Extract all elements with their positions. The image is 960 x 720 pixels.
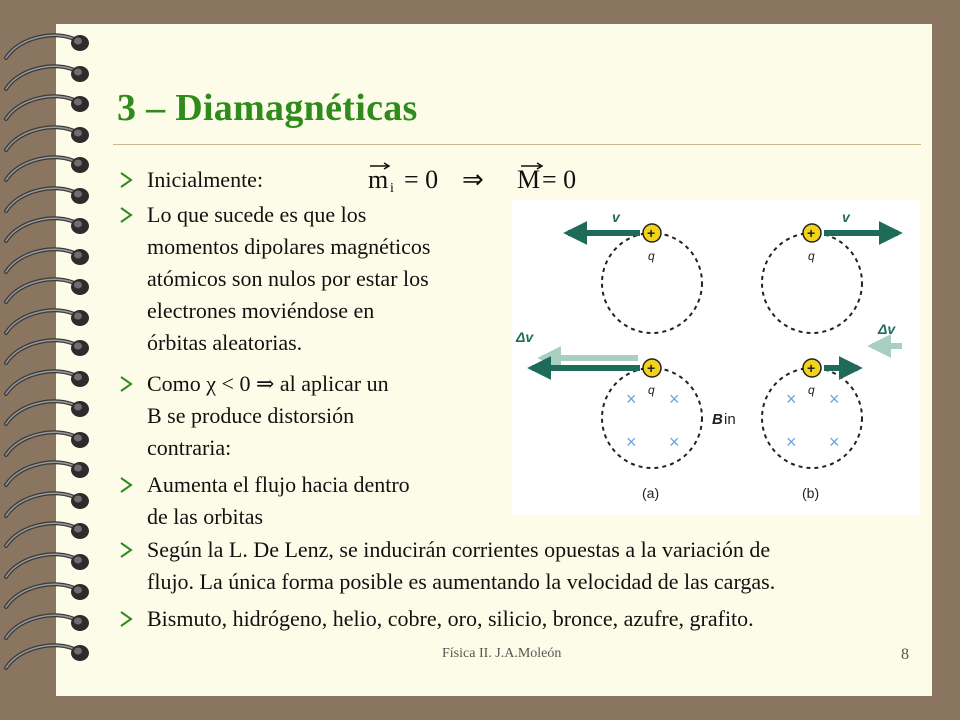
formula-eq1: = 0 <box>404 165 439 194</box>
field-cross-icon: × <box>626 389 637 409</box>
charge-label: q <box>808 249 815 263</box>
velocity-label: v <box>842 209 850 225</box>
panel-a-label: (a) <box>642 485 660 501</box>
formula-lhs-sub: i <box>390 181 394 196</box>
bullet-line: flujo. La única forma posible es aumentando la velocidad de las cargas. <box>147 569 776 594</box>
charge-label: q <box>648 383 655 397</box>
field-cross-icon: × <box>626 432 637 452</box>
diamagnetism-figure <box>512 200 920 515</box>
delta-velocity-label: Δv <box>516 329 534 345</box>
arrow-bullet-icon <box>117 469 135 501</box>
title-underline <box>113 144 921 145</box>
bullet-line: electrones moviéndose en <box>147 298 375 323</box>
bullet-line: Lo que sucede es que los <box>147 202 367 227</box>
page-number: 8 <box>901 646 909 663</box>
charge-sign: + <box>647 360 656 376</box>
slide-title: 3 – Diamagnéticas <box>117 87 418 129</box>
field-label: B <box>712 411 723 428</box>
formula-eq2: = 0 <box>542 165 577 194</box>
charge-label: q <box>648 249 655 263</box>
field-cross-icon: × <box>786 389 797 409</box>
field-cross-icon: × <box>669 432 680 452</box>
spiral-ring-icon <box>0 638 100 678</box>
bullet-line: Según la L. De Lenz, se inducirán corrientes opuestas a la variación de <box>147 537 771 562</box>
velocity-label: v <box>612 209 620 225</box>
charge-sign: + <box>807 360 816 376</box>
field-label-rest: in <box>724 411 736 428</box>
bullet-line: Como χ < 0 ⇒ al aplicar un <box>147 371 389 396</box>
bullet-line: Aumenta el flujo hacia dentro <box>147 472 410 497</box>
bullet-line: momentos dipolares magnéticos <box>147 234 431 259</box>
bullet-line: de las orbitas <box>147 504 264 529</box>
field-cross-icon: × <box>829 389 840 409</box>
bullet-como <box>147 368 389 464</box>
bullet-lenz <box>147 534 775 598</box>
charge-sign: + <box>807 225 816 241</box>
formula-implies: ⇒ <box>462 165 484 194</box>
bullet-line: órbitas aleatorias. <box>147 330 303 355</box>
bullet-inicialmente <box>147 164 263 196</box>
bullet-text: Bismuto, hidrógeno, helio, cobre, oro, silicio, bronce, azufre, grafito. <box>147 606 754 631</box>
arrow-bullet-icon <box>117 164 135 196</box>
field-cross-icon: × <box>669 389 680 409</box>
bullet-line: atómicos son nulos por estar los <box>147 266 429 291</box>
bullet-momentos <box>147 199 431 359</box>
slide-footer: Física II. J.A.Moleón <box>442 646 562 661</box>
field-cross-icon: × <box>829 432 840 452</box>
bullet-text: Inicialmente: <box>147 167 264 192</box>
magnetization-formula <box>364 158 604 198</box>
arrow-bullet-icon <box>117 603 135 635</box>
panel-b-label: (b) <box>802 485 820 501</box>
charge-sign: + <box>647 225 656 241</box>
arrow-bullet-icon <box>117 368 135 400</box>
orbit-circle <box>762 233 862 333</box>
bullet-materiales <box>147 603 754 635</box>
arrow-bullet-icon <box>117 199 135 231</box>
bullet-line: B se produce distorsión <box>147 403 355 428</box>
formula-rhs: M <box>517 165 541 194</box>
bullet-line: contraria: <box>147 435 232 460</box>
bullet-aumenta <box>147 469 410 533</box>
delta-velocity-label: Δv <box>878 321 896 337</box>
charge-label: q <box>808 383 815 397</box>
field-cross-icon: × <box>786 432 797 452</box>
arrow-bullet-icon <box>117 534 135 566</box>
formula-lhs: m <box>368 165 389 194</box>
orbit-circle <box>602 233 702 333</box>
